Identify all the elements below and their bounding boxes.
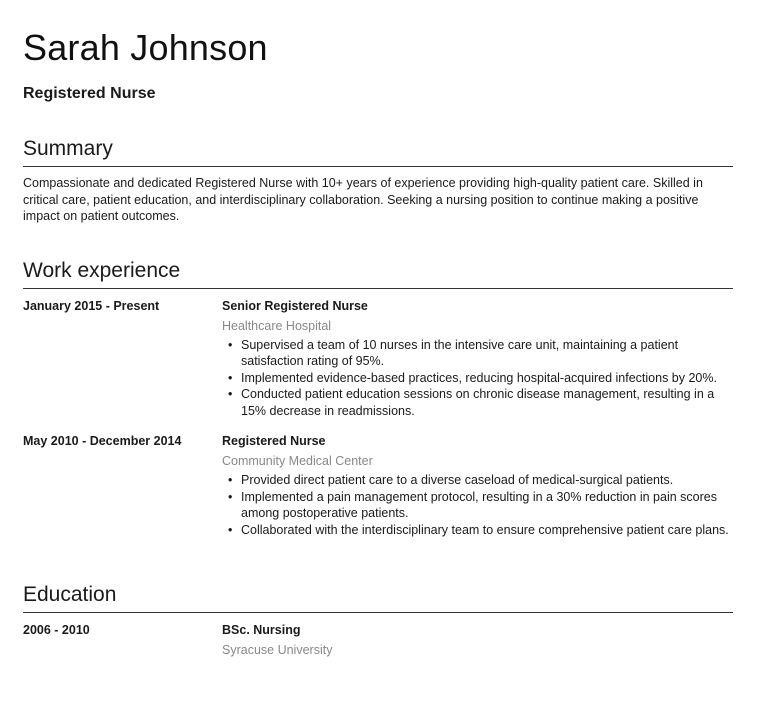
work-entry-body [222, 433, 733, 538]
education-entry [23, 622, 733, 658]
work-entry-body [222, 298, 733, 420]
resume-page [23, 26, 733, 658]
degree-name: BSc. Nursing [222, 623, 301, 637]
education-heading: Education [23, 582, 733, 613]
education-body [222, 622, 733, 658]
education-dates: 2006 - 2010 [23, 623, 90, 637]
job-title: Senior Registered Nurse [222, 298, 368, 313]
employer-name: Healthcare Hospital [222, 318, 332, 333]
job-bullet: • Implemented evidence-based practices, reducing hospital-acquired infections by 20%. [222, 370, 733, 387]
summary-section [23, 136, 733, 225]
job-bullet: • Supervised a team of 10 nurses in the intensive care unit, maintaining a patient satisfaction rating of 95%. [222, 337, 733, 370]
job-bullets [222, 472, 733, 538]
job-bullet: • Implemented a pain management protocol, resulting in a 30% reduction in pain scores among postoperative patients. [222, 489, 733, 522]
work-entry-dates: January 2015 - Present [23, 298, 160, 313]
summary-text: Compassionate and dedicated Registered Nurse with 10+ years of experience providing high-quality patient care. Skilled in critical care, patient education, and interdisciplinary collaboration. Seeking a nursing position to continue making a positive impact on patient outcomes. [23, 176, 703, 223]
education-section [23, 582, 733, 658]
resume-header [23, 26, 733, 104]
job-bullet: • Conducted patient education sessions on chronic disease management, resulting in a 15% decrease in readmissions. [222, 386, 733, 419]
candidate-role: Registered Nurse [23, 85, 156, 102]
work-entry-dates: May 2010 - December 2014 [23, 434, 182, 448]
work-experience-heading: Work experience [23, 258, 733, 289]
work-experience-section [23, 258, 733, 539]
job-bullet: • Collaborated with the interdisciplinary team to ensure comprehensive patient care plans. [222, 522, 733, 539]
school-name: Syracuse University [222, 643, 333, 657]
employer-name: Community Medical Center [222, 454, 373, 468]
candidate-name: Sarah Johnson [23, 27, 268, 68]
job-title: Registered Nurse [222, 434, 326, 448]
work-entry [23, 298, 733, 420]
summary-heading: Summary [23, 136, 733, 167]
job-bullet: • Provided direct patient care to a diverse caseload of medical-surgical patients. [222, 472, 733, 489]
work-entry [23, 433, 733, 538]
job-bullets [222, 337, 733, 420]
